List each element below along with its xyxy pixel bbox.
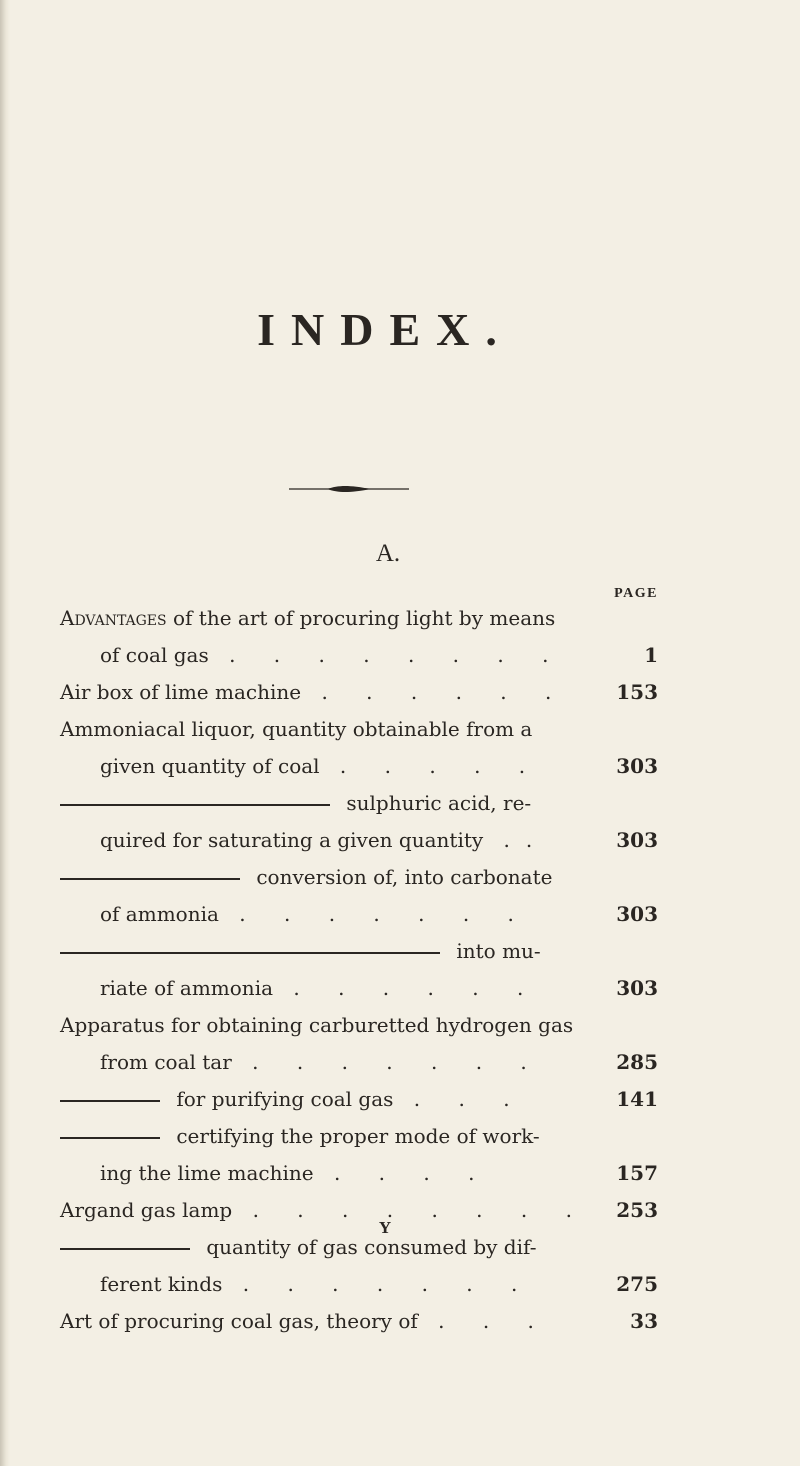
dot-leader: . . . . . . (293, 976, 540, 1000)
index-line (100, 970, 539, 1007)
entry-text: Argand gas lamp (60, 1198, 233, 1222)
dot-leader: . . . . . (339, 754, 542, 778)
dot-leader: . . . (413, 1087, 526, 1111)
entry-text: quantity of gas consumed by dif- (206, 1235, 537, 1259)
entry-text: given quantity of coal (100, 754, 320, 778)
page-number: 1 (644, 643, 658, 667)
ornament-rule-icon (287, 482, 411, 496)
index-line (60, 933, 541, 970)
entry-text: of ammonia (100, 902, 219, 926)
entry-text: conversion of, into carbonate (256, 865, 553, 889)
page-number: 303 (616, 754, 658, 778)
page-number: 153 (616, 680, 658, 704)
index-line (100, 822, 548, 859)
entry-text: Apparatus for obtaining carburetted hydrogen gas (60, 1013, 574, 1037)
entry-text: quired for saturating a given quantity (100, 828, 484, 852)
index-line (60, 600, 555, 637)
entry-text: for purifying coal gas (176, 1087, 394, 1111)
entry-text: ferent kinds (100, 1272, 223, 1296)
entry-text: ing the lime machine (100, 1161, 314, 1185)
index-line (100, 896, 530, 933)
index-line (60, 674, 567, 711)
entry-text: sulphuric acid, re- (346, 791, 532, 815)
entry-text: Air box of lime machine (60, 680, 302, 704)
page-number: 303 (616, 902, 658, 926)
dot-leader: . . . . (333, 1161, 491, 1185)
dot-leader: . . . . . . . (239, 902, 530, 926)
page-number: 141 (616, 1087, 658, 1111)
signature-mark: Y (378, 1218, 392, 1237)
page-edge (0, 0, 10, 1466)
section-letter: A. (375, 540, 401, 567)
entry-text: riate of ammonia (100, 976, 274, 1000)
dot-leader: . . . . . . . (252, 1050, 543, 1074)
page-number: 285 (616, 1050, 658, 1074)
entry-text: into mu- (456, 939, 541, 963)
index-line (60, 1007, 573, 1044)
index-line (100, 1155, 490, 1192)
dot-leader: . . . (438, 1309, 550, 1333)
page-column-header: PAGE (614, 586, 658, 601)
ditto-dash (60, 952, 440, 954)
dot-leader: . . . . . . (321, 680, 568, 704)
entry-text: from coal tar (100, 1050, 232, 1074)
page-number: 157 (616, 1161, 658, 1185)
page-number: 33 (630, 1309, 658, 1333)
index-line (60, 785, 531, 822)
ditto-dash (60, 804, 330, 806)
index-line (60, 711, 532, 748)
entry-text: Ammoniacal liquor, quantity obtainable from a (60, 717, 533, 741)
ditto-dash (60, 1248, 190, 1250)
ditto-dash (60, 1137, 160, 1139)
entry-text: of the art of procuring light by means (172, 606, 556, 630)
index-line (60, 1081, 526, 1118)
page-number: 253 (616, 1198, 658, 1222)
index-line (100, 1044, 543, 1081)
entry-text: certifying the proper mode of work- (176, 1124, 540, 1148)
dot-leader: . . . . . . . (242, 1272, 534, 1296)
entry-first-word: Advantages (60, 606, 167, 630)
entry-text: of coal gas (100, 643, 209, 667)
index-line (100, 637, 564, 674)
page-number: 303 (616, 828, 658, 852)
entry-text: Art of procuring coal gas, theory of (60, 1309, 418, 1333)
dot-leader: .. (503, 828, 549, 852)
index-line (60, 1303, 550, 1340)
ditto-dash (60, 1100, 160, 1102)
page-number: 275 (616, 1272, 658, 1296)
index-line (60, 859, 552, 896)
index-line (100, 748, 541, 785)
dot-leader: . . . . . . . . (252, 1198, 588, 1222)
page-title: INDEX. (257, 304, 513, 355)
index-line (100, 1266, 533, 1303)
dot-leader: . . . . . . . . (229, 643, 565, 667)
index-line (60, 1118, 540, 1155)
page-number: 303 (616, 976, 658, 1000)
ditto-dash (60, 878, 240, 880)
